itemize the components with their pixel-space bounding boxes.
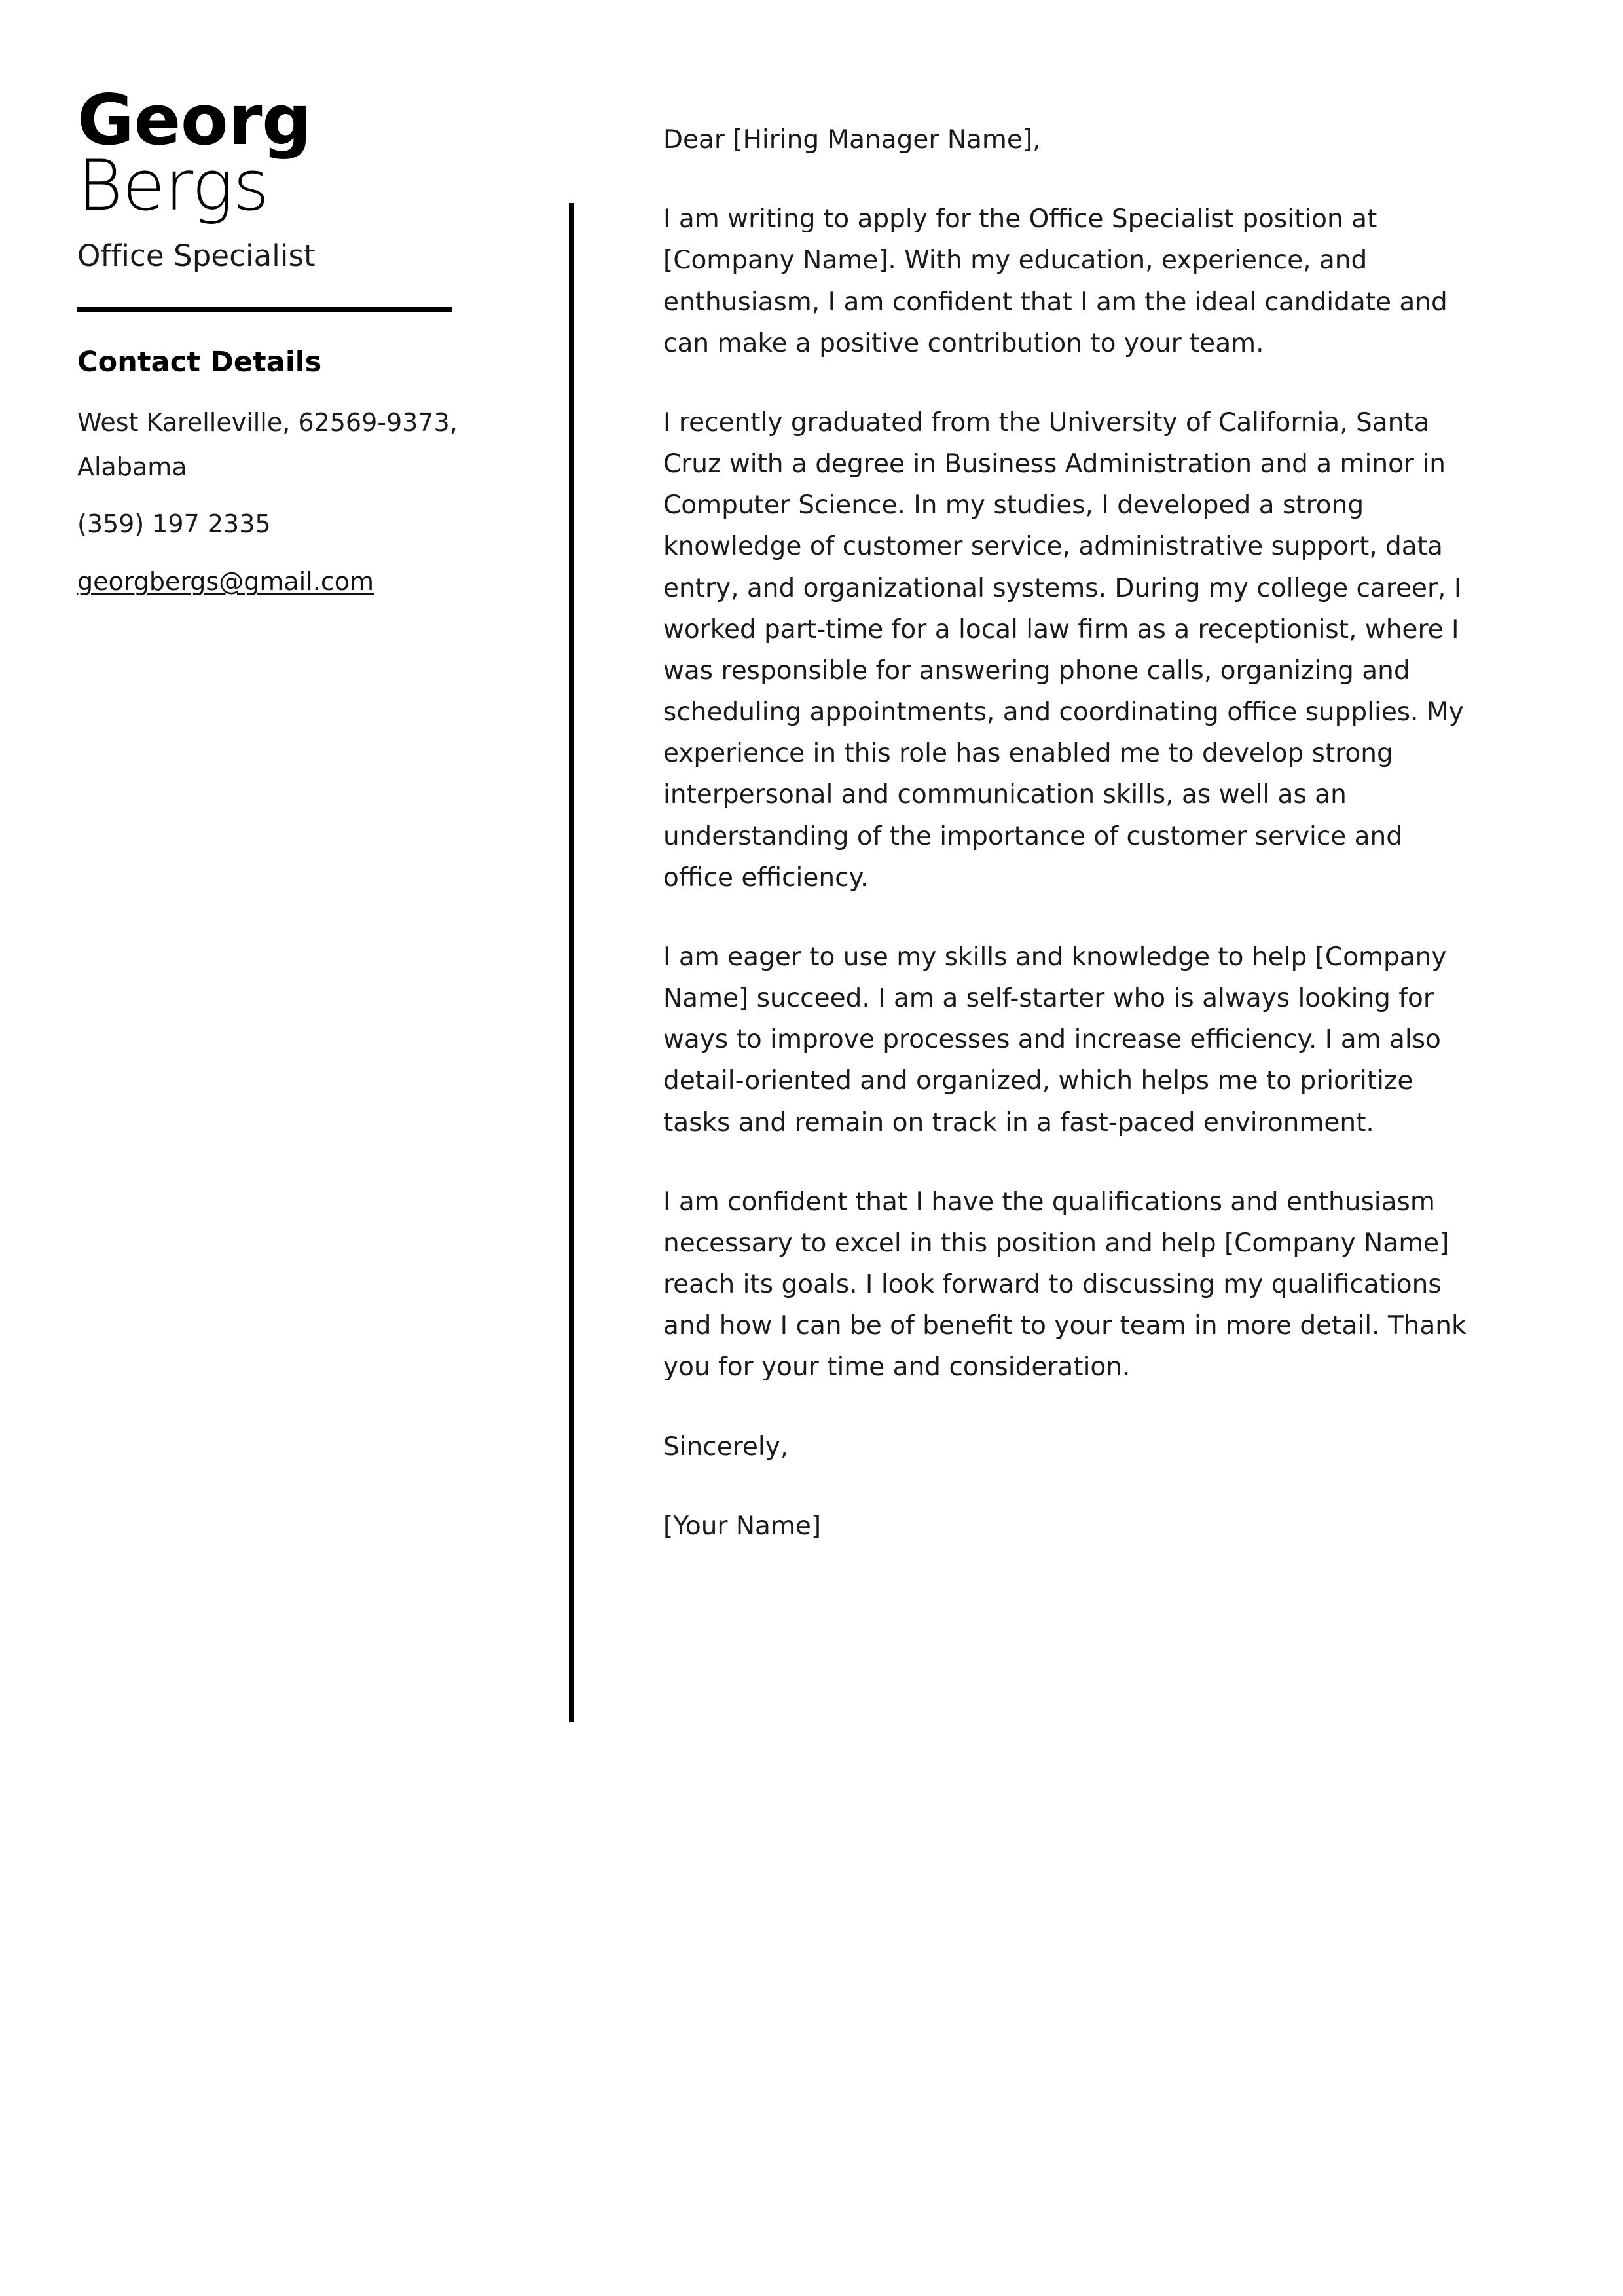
letter-signature: [Your Name]: [663, 1511, 822, 1541]
vertical-divider: [569, 203, 574, 1722]
letter-paragraph-1: I am writing to apply for the Office Specialist position at [Company Name]. With my education, experience, and enthusiasm, I am confident that I am the ideal candidate and can make a positive contribution to your team.: [663, 204, 1448, 358]
sidebar-divider-rule: [77, 307, 452, 312]
contact-phone[interactable]: (359) 197 2335: [77, 509, 271, 539]
letter-paragraph-3: I am eager to use my skills and knowledge to help [Company Name] succeed. I am a self-starter who is always looking for ways to improve processes and increase efficiency. I am also detail-oriented and organized, which helps me to prioritize tasks and remain on track in a fast-paced environment.: [663, 942, 1447, 1138]
candidate-first-name: Georg: [77, 80, 312, 160]
letter-closing: Sincerely,: [663, 1432, 789, 1462]
contact-details-list: [77, 401, 509, 604]
contact-address: West Karelleville, 62569-9373, Alabama: [77, 408, 458, 481]
candidate-name: [77, 80, 509, 227]
candidate-job-title: Office Specialist: [77, 238, 316, 274]
candidate-last-name: Bergs: [77, 145, 269, 227]
letter-paragraph-4: I am confident that I have the qualifications and enthusiasm necessary to excel in this position and help [Company Name] reach its goals. I look forward to discussing my qualifications and how I can be of benefit to your team in more detail. Thank you for your time and consideration.: [663, 1187, 1467, 1382]
contact-email[interactable]: georgbergs@gmail.com: [77, 567, 374, 597]
letter-salutation: Dear [Hiring Manager Name],: [663, 125, 1041, 155]
sidebar: [77, 80, 509, 618]
contact-details-heading: Contact Details: [77, 346, 322, 379]
letter-paragraph-2: I recently graduated from the University of California, Santa Cruz with a degree in Business Administration and a minor in Computer Science. In my studies, I developed a strong knowledge of customer service, administrative support, data entry, and organizational systems. During my college career, I worked part-time for a local law firm as a receptionist, where I was responsible for answering phone calls, organizing and scheduling appointments, and coordinating office supplies. My experience in this role has enabled me to develop strong interpersonal and communication skills, as well as an understanding of the importance of customer service and office efficiency.: [663, 407, 1464, 893]
letter-body: [663, 119, 1478, 1547]
